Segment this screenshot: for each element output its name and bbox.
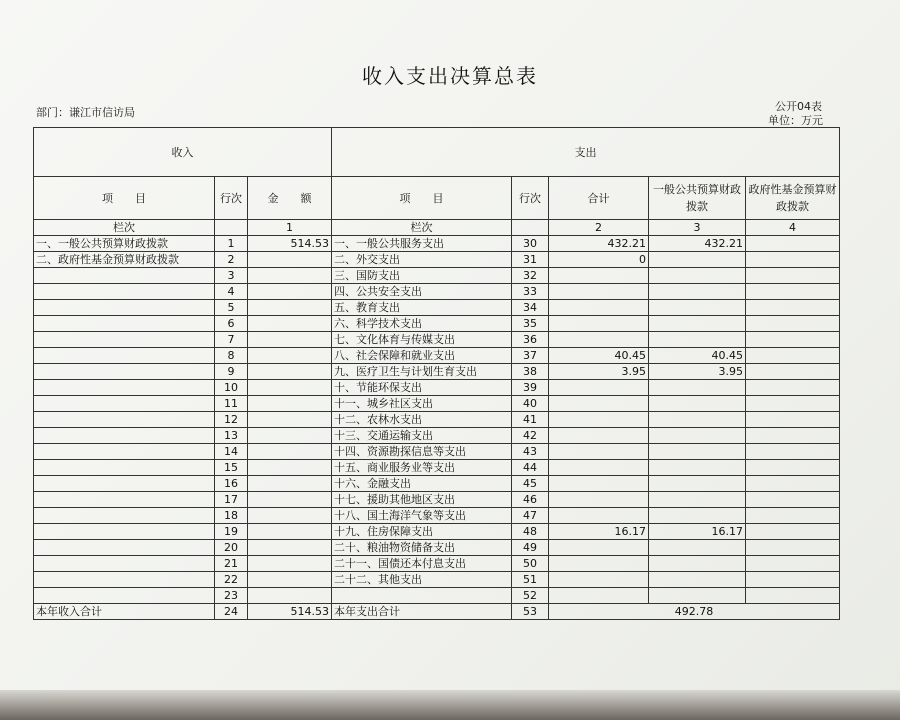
- gov-fund-amount: [746, 540, 840, 556]
- expense-total-header: 合计: [549, 177, 649, 220]
- income-row-number: 19: [215, 524, 248, 540]
- table-row: [34, 524, 840, 540]
- gov-fund-amount: [746, 364, 840, 380]
- expense-total: [549, 316, 649, 332]
- expense-total: 0: [549, 252, 649, 268]
- general-budget-amount: [649, 252, 746, 268]
- general-budget-amount: [649, 268, 746, 284]
- expense-total: [549, 460, 649, 476]
- expense-item: 二十一、国债还本付息支出: [332, 556, 512, 572]
- general-budget-amount: [649, 444, 746, 460]
- gov-fund-amount: [746, 300, 840, 316]
- expense-total: [549, 332, 649, 348]
- expense-row-number: 43: [512, 444, 549, 460]
- income-row-number: 17: [215, 492, 248, 508]
- expense-total: 40.45: [549, 348, 649, 364]
- income-row-number: 18: [215, 508, 248, 524]
- income-item: 二、政府性基金预算财政拨款: [34, 252, 215, 268]
- gov-fund-amount: [746, 492, 840, 508]
- income-row-number: 7: [215, 332, 248, 348]
- expense-total-row-number: 53: [512, 604, 549, 620]
- income-item: [34, 348, 215, 364]
- table-row: [34, 396, 840, 412]
- general-budget-header: 一般公共预算财政拨款: [649, 177, 746, 220]
- income-item: [34, 524, 215, 540]
- expense-item: 九、医疗卫生与计划生育支出: [332, 364, 512, 380]
- income-amount: [248, 316, 332, 332]
- expense-total: [549, 396, 649, 412]
- expense-total: 16.17: [549, 524, 649, 540]
- expense-item: 十一、城乡社区支出: [332, 396, 512, 412]
- expense-item: 十九、住房保障支出: [332, 524, 512, 540]
- general-budget-amount: [649, 284, 746, 300]
- general-budget-amount: [649, 380, 746, 396]
- expense-item: 六、科学技术支出: [332, 316, 512, 332]
- expense-row-number: 30: [512, 236, 549, 252]
- income-rowno-header: 行次: [215, 177, 248, 220]
- income-amount: [248, 332, 332, 348]
- expense-column-index-label: 栏次: [332, 220, 512, 236]
- expense-item: [332, 588, 512, 604]
- gov-fund-amount: [746, 380, 840, 396]
- income-row-number: 13: [215, 428, 248, 444]
- expense-total: 3.95: [549, 364, 649, 380]
- expense-item: 二十二、其他支出: [332, 572, 512, 588]
- gov-fund-header: 政府性基金预算财政拨款: [746, 177, 840, 220]
- income-row-number: 9: [215, 364, 248, 380]
- gov-fund-amount: [746, 588, 840, 604]
- income-total-amount: 514.53: [248, 604, 332, 620]
- expense-total: [549, 588, 649, 604]
- table-row: [34, 316, 840, 332]
- expense-item: 十、节能环保支出: [332, 380, 512, 396]
- general-budget-amount: [649, 588, 746, 604]
- income-row-number: 11: [215, 396, 248, 412]
- unit-label: 单位：万元: [768, 114, 823, 127]
- income-amount: [248, 556, 332, 572]
- gov-fund-amount: [746, 572, 840, 588]
- income-item: [34, 540, 215, 556]
- document-title: 收入支出决算总表: [362, 64, 538, 88]
- expense-item: 七、文化体育与传媒支出: [332, 332, 512, 348]
- table-row: [34, 492, 840, 508]
- expense-item: 二、外交支出: [332, 252, 512, 268]
- table-row: [34, 476, 840, 492]
- table-row: [34, 540, 840, 556]
- expense-row-number: 31: [512, 252, 549, 268]
- expense-row-number: 44: [512, 460, 549, 476]
- income-amount: [248, 508, 332, 524]
- general-budget-amount: [649, 476, 746, 492]
- income-row-number: 16: [215, 476, 248, 492]
- expense-total: [549, 556, 649, 572]
- table-row: [34, 364, 840, 380]
- expense-item: 一、一般公共服务支出: [332, 236, 512, 252]
- gov-fund-amount: [746, 524, 840, 540]
- income-amount: [248, 444, 332, 460]
- income-row-number: 20: [215, 540, 248, 556]
- income-item: [34, 492, 215, 508]
- gov-fund-amount: [746, 268, 840, 284]
- gov-fund-amount: [746, 444, 840, 460]
- expense-row-number: 38: [512, 364, 549, 380]
- gov-fund-amount: [746, 476, 840, 492]
- expense-row-number: 35: [512, 316, 549, 332]
- table-row: [34, 508, 840, 524]
- income-amount: [248, 572, 332, 588]
- income-row-number: 10: [215, 380, 248, 396]
- gov-fund-amount: [746, 284, 840, 300]
- general-budget-amount: 40.45: [649, 348, 746, 364]
- income-row-number: 23: [215, 588, 248, 604]
- table-row: [34, 332, 840, 348]
- table-row: [34, 460, 840, 476]
- income-item: [34, 556, 215, 572]
- expense-row-number: 32: [512, 268, 549, 284]
- table-row: [34, 268, 840, 284]
- expense-header: 支出: [332, 128, 840, 177]
- column-index-3: 3: [649, 220, 746, 236]
- income-amount: [248, 396, 332, 412]
- income-row-number: 22: [215, 572, 248, 588]
- income-row-number: 3: [215, 268, 248, 284]
- gov-fund-amount: [746, 252, 840, 268]
- income-amount: [248, 476, 332, 492]
- income-item: [34, 284, 215, 300]
- general-budget-amount: 3.95: [649, 364, 746, 380]
- general-budget-amount: [649, 428, 746, 444]
- general-budget-amount: [649, 572, 746, 588]
- expense-row-number: 47: [512, 508, 549, 524]
- expense-row-number: 41: [512, 412, 549, 428]
- income-item: [34, 332, 215, 348]
- expense-total: [549, 428, 649, 444]
- expense-item: 十四、资源勘探信息等支出: [332, 444, 512, 460]
- gov-fund-amount: [746, 508, 840, 524]
- income-row-number: 12: [215, 412, 248, 428]
- table-row: [34, 236, 840, 252]
- expense-total: [549, 444, 649, 460]
- expense-item-header: 项 目: [332, 177, 512, 220]
- income-item: [34, 396, 215, 412]
- income-row-number: 6: [215, 316, 248, 332]
- income-amount: [248, 540, 332, 556]
- expense-item: 三、国防支出: [332, 268, 512, 284]
- general-budget-amount: 16.17: [649, 524, 746, 540]
- gov-fund-amount: [746, 396, 840, 412]
- gov-fund-amount: [746, 236, 840, 252]
- gov-fund-amount: [746, 556, 840, 572]
- income-item: [34, 588, 215, 604]
- general-budget-amount: [649, 508, 746, 524]
- expense-row-number: 37: [512, 348, 549, 364]
- income-header: 收入: [34, 128, 332, 177]
- expense-row-number: 42: [512, 428, 549, 444]
- column-index-label: 栏次: [34, 220, 215, 236]
- table-row: [34, 556, 840, 572]
- column-index-1: 1: [248, 220, 332, 236]
- gov-fund-amount: [746, 316, 840, 332]
- table-row: [34, 572, 840, 588]
- expense-total: [549, 412, 649, 428]
- table-row: [34, 252, 840, 268]
- expense-total: [549, 284, 649, 300]
- expense-total: [549, 508, 649, 524]
- expense-item: 八、社会保障和就业支出: [332, 348, 512, 364]
- expense-row-number: 51: [512, 572, 549, 588]
- income-amount: [248, 588, 332, 604]
- general-budget-amount: [649, 332, 746, 348]
- income-total-label: 本年收入合计: [34, 604, 215, 620]
- expense-total: [549, 268, 649, 284]
- income-item: [34, 412, 215, 428]
- expense-total-label: 本年支出合计: [332, 604, 512, 620]
- background-surface: [0, 690, 900, 720]
- income-row-number: 8: [215, 348, 248, 364]
- expense-item: 十七、援助其他地区支出: [332, 492, 512, 508]
- income-total-row-number: 24: [215, 604, 248, 620]
- table-row: [34, 380, 840, 396]
- gov-fund-amount: [746, 412, 840, 428]
- expense-row-number: 33: [512, 284, 549, 300]
- table-row: [34, 284, 840, 300]
- income-amount: [248, 460, 332, 476]
- income-item: [34, 380, 215, 396]
- expense-total-amount: 492.78: [549, 604, 840, 620]
- expense-row-number: 36: [512, 332, 549, 348]
- income-amount: [248, 380, 332, 396]
- gov-fund-amount: [746, 460, 840, 476]
- income-expense-table: [33, 127, 840, 620]
- income-amount: [248, 268, 332, 284]
- income-item: [34, 572, 215, 588]
- expense-total: [549, 540, 649, 556]
- expense-item: 十三、交通运输支出: [332, 428, 512, 444]
- expense-item: 五、教育支出: [332, 300, 512, 316]
- column-index-blank: [215, 220, 248, 236]
- expense-rowno-header: 行次: [512, 177, 549, 220]
- table-row: [34, 300, 840, 316]
- income-amount-header: 金 额: [248, 177, 332, 220]
- general-budget-amount: [649, 492, 746, 508]
- income-amount: [248, 252, 332, 268]
- income-amount: [248, 364, 332, 380]
- income-row-number: 14: [215, 444, 248, 460]
- income-row-number: 1: [215, 236, 248, 252]
- expense-item: 十五、商业服务业等支出: [332, 460, 512, 476]
- general-budget-amount: [649, 396, 746, 412]
- column-index-4: 4: [746, 220, 840, 236]
- general-budget-amount: [649, 556, 746, 572]
- expense-row-number: 50: [512, 556, 549, 572]
- department-label: 部门：谦江市信访局: [36, 106, 135, 119]
- income-item: [34, 316, 215, 332]
- income-row-number: 21: [215, 556, 248, 572]
- income-item: [34, 476, 215, 492]
- expense-item: 十六、金融支出: [332, 476, 512, 492]
- table-row: [34, 428, 840, 444]
- general-budget-amount: [649, 540, 746, 556]
- expense-row-number: 34: [512, 300, 549, 316]
- income-item: [34, 444, 215, 460]
- general-budget-amount: 432.21: [649, 236, 746, 252]
- expense-row-number: 46: [512, 492, 549, 508]
- expense-row-number: 52: [512, 588, 549, 604]
- expense-row-number: 49: [512, 540, 549, 556]
- table-row: [34, 348, 840, 364]
- income-amount: 514.53: [248, 236, 332, 252]
- income-item: [34, 460, 215, 476]
- general-budget-amount: [649, 300, 746, 316]
- expense-item: 四、公共安全支出: [332, 284, 512, 300]
- income-item: [34, 364, 215, 380]
- income-item: 一、一般公共预算财政拨款: [34, 236, 215, 252]
- form-number: 公开04表: [775, 100, 822, 113]
- expense-row-number: 40: [512, 396, 549, 412]
- expense-total: [549, 300, 649, 316]
- income-amount: [248, 300, 332, 316]
- income-amount: [248, 492, 332, 508]
- income-row-number: 2: [215, 252, 248, 268]
- income-item: [34, 428, 215, 444]
- expense-row-number: 39: [512, 380, 549, 396]
- income-row-number: 15: [215, 460, 248, 476]
- income-amount: [248, 412, 332, 428]
- general-budget-amount: [649, 412, 746, 428]
- gov-fund-amount: [746, 428, 840, 444]
- income-amount: [248, 428, 332, 444]
- income-amount: [248, 348, 332, 364]
- expense-total: [549, 380, 649, 396]
- expense-item: 十二、农林水支出: [332, 412, 512, 428]
- expense-row-number: 45: [512, 476, 549, 492]
- expense-total: [549, 476, 649, 492]
- gov-fund-amount: [746, 348, 840, 364]
- gov-fund-amount: [746, 332, 840, 348]
- expense-row-number: 48: [512, 524, 549, 540]
- expense-item: 十八、国土海洋气象等支出: [332, 508, 512, 524]
- income-item: [34, 268, 215, 284]
- income-item: [34, 508, 215, 524]
- expense-total: [549, 492, 649, 508]
- column-index-2: 2: [549, 220, 649, 236]
- income-amount: [248, 284, 332, 300]
- table-row: [34, 412, 840, 428]
- income-row-number: 4: [215, 284, 248, 300]
- general-budget-amount: [649, 316, 746, 332]
- income-item-header: 项 目: [34, 177, 215, 220]
- expense-total: 432.21: [549, 236, 649, 252]
- table-row: [34, 444, 840, 460]
- income-amount: [248, 524, 332, 540]
- expense-item: 二十、粮油物资储备支出: [332, 540, 512, 556]
- income-item: [34, 300, 215, 316]
- general-budget-amount: [649, 460, 746, 476]
- totals-row: [34, 604, 840, 620]
- income-row-number: 5: [215, 300, 248, 316]
- expense-total: [549, 572, 649, 588]
- table-row: [34, 588, 840, 604]
- expense-column-index-blank: [512, 220, 549, 236]
